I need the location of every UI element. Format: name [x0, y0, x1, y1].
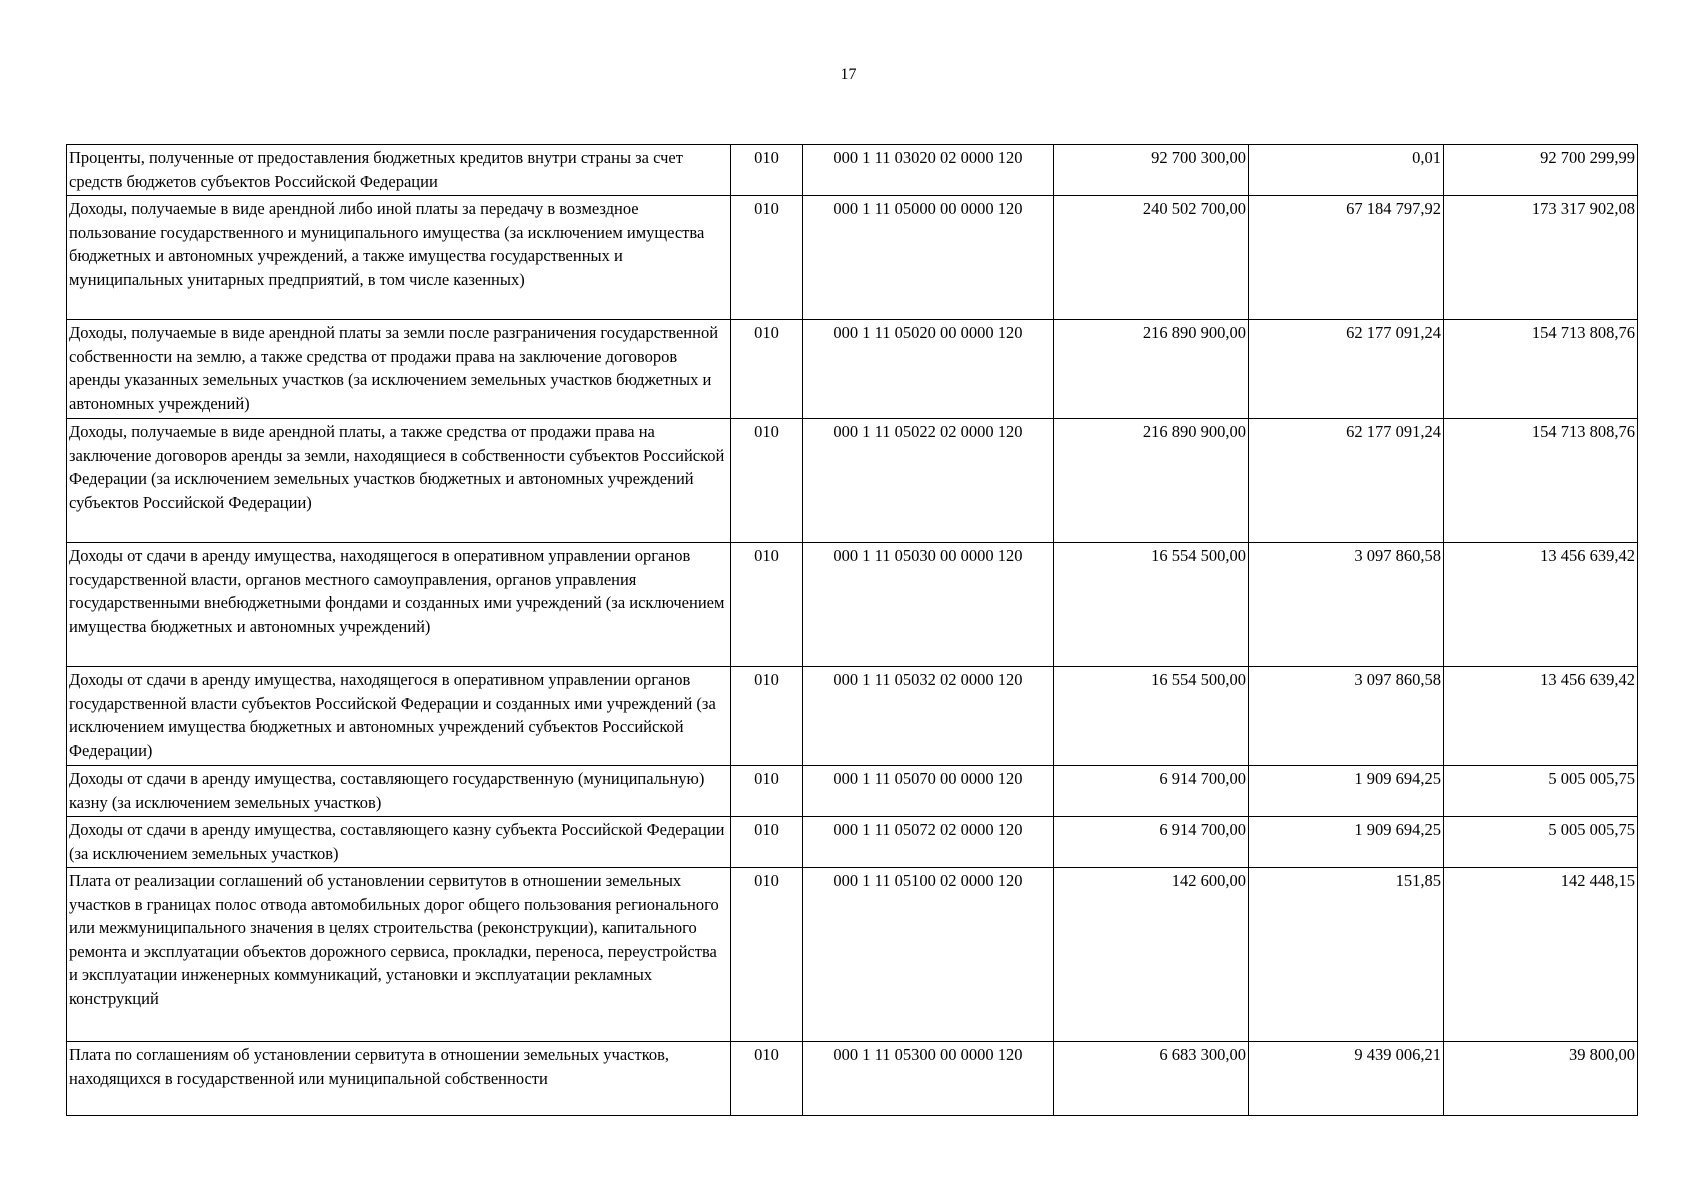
- income-name-cell: Доходы, получаемые в виде арендной платы, а также средства от продажи права на заключение договоров аренды за земли, находящиеся в собственности субъектов Российской Федерации (за исключением земельных участков бюджетных и автономных учреждений субъектов Российской Федерации): [67, 419, 731, 543]
- income-name-cell: Доходы, получаемые в виде арендной либо иной платы за передачу в возмездное пользование государственного и муниципального имущества (за исключением имущества бюджетных и автономных учреждений, а также имущества государственных и муниципальных унитарных предприятий, в том числе казенных): [67, 196, 731, 320]
- approved-amount-cell: 142 600,00: [1054, 868, 1249, 1042]
- unexecuted-amount-cell: 13 456 639,42: [1444, 667, 1638, 766]
- budget-code-cell: 000 1 11 05032 02 0000 120: [803, 667, 1054, 766]
- executed-amount-cell: 151,85: [1249, 868, 1444, 1042]
- unexecuted-amount-cell: 5 005 005,75: [1444, 817, 1638, 868]
- unexecuted-amount-cell: 154 713 808,76: [1444, 419, 1638, 543]
- line-code-cell: 010: [731, 1042, 803, 1116]
- table-row: [67, 667, 1638, 766]
- line-code-cell: 010: [731, 543, 803, 667]
- line-code-cell: 010: [731, 667, 803, 766]
- table-row: [67, 817, 1638, 868]
- budget-code-cell: 000 1 11 05020 00 0000 120: [803, 320, 1054, 419]
- budget-code-cell: 000 1 11 05022 02 0000 120: [803, 419, 1054, 543]
- income-name-cell: Доходы от сдачи в аренду имущества, находящегося в оперативном управлении органов государственной власти, органов местного самоуправления, органов управления государственными внебюджетными фондами и созданных ими учреждений (за исключением имущества бюджетных и автономных учреждений): [67, 543, 731, 667]
- unexecuted-amount-cell: 13 456 639,42: [1444, 543, 1638, 667]
- budget-code-cell: 000 1 11 05000 00 0000 120: [803, 196, 1054, 320]
- table-row: [67, 543, 1638, 667]
- executed-amount-cell: 3 097 860,58: [1249, 543, 1444, 667]
- unexecuted-amount-cell: 5 005 005,75: [1444, 766, 1638, 817]
- approved-amount-cell: 216 890 900,00: [1054, 419, 1249, 543]
- line-code-cell: 010: [731, 868, 803, 1042]
- income-name-cell: Плата от реализации соглашений об установлении сервитутов в отношении земельных участков в границах полос отвода автомобильных дорог общего пользования регионального или межмуниципального значения в целях строительства (реконструкции), капитального ремонта и эксплуатации объектов дорожного сервиса, прокладки, переноса, переустройства и эксплуатации инженерных коммуникаций, установки и эксплуатации рекламных конструкций: [67, 868, 731, 1042]
- unexecuted-amount-cell: 154 713 808,76: [1444, 320, 1638, 419]
- approved-amount-cell: 216 890 900,00: [1054, 320, 1249, 419]
- income-name-cell: Плата по соглашениям об установлении сервитута в отношении земельных участков, находящихся в государственной или муниципальной собственности: [67, 1042, 731, 1116]
- table-row: [67, 196, 1638, 320]
- executed-amount-cell: 67 184 797,92: [1249, 196, 1444, 320]
- income-name-cell: Доходы, получаемые в виде арендной платы за земли после разграничения государственной собственности на землю, а также средства от продажи права на заключение договоров аренды указанных земельных участков (за исключением земельных участков бюджетных и автономных учреждений): [67, 320, 731, 419]
- table-row: [67, 419, 1638, 543]
- table-row: [67, 145, 1638, 196]
- unexecuted-amount-cell: 92 700 299,99: [1444, 145, 1638, 196]
- line-code-cell: 010: [731, 145, 803, 196]
- income-name-cell: Проценты, полученные от предоставления бюджетных кредитов внутри страны за счет средств бюджетов субъектов Российской Федерации: [67, 145, 731, 196]
- executed-amount-cell: 62 177 091,24: [1249, 419, 1444, 543]
- budget-code-cell: 000 1 11 05030 00 0000 120: [803, 543, 1054, 667]
- revenue-report-table: [66, 144, 1638, 1116]
- executed-amount-cell: 1 909 694,25: [1249, 766, 1444, 817]
- unexecuted-amount-cell: 142 448,15: [1444, 868, 1638, 1042]
- page-number: 17: [840, 66, 857, 83]
- line-code-cell: 010: [731, 196, 803, 320]
- approved-amount-cell: 6 914 700,00: [1054, 766, 1249, 817]
- unexecuted-amount-cell: 173 317 902,08: [1444, 196, 1638, 320]
- income-name-cell: Доходы от сдачи в аренду имущества, составляющего казну субъекта Российской Федерации (за исключением земельных участков): [67, 817, 731, 868]
- budget-code-cell: 000 1 11 05072 02 0000 120: [803, 817, 1054, 868]
- table-row: [67, 868, 1638, 1042]
- approved-amount-cell: 16 554 500,00: [1054, 667, 1249, 766]
- approved-amount-cell: 92 700 300,00: [1054, 145, 1249, 196]
- table-row: [67, 766, 1638, 817]
- line-code-cell: 010: [731, 766, 803, 817]
- line-code-cell: 010: [731, 817, 803, 868]
- unexecuted-amount-cell: 39 800,00: [1444, 1042, 1638, 1116]
- budget-code-cell: 000 1 11 05070 00 0000 120: [803, 766, 1054, 817]
- table-row: [67, 320, 1638, 419]
- budget-code-cell: 000 1 11 05300 00 0000 120: [803, 1042, 1054, 1116]
- executed-amount-cell: 62 177 091,24: [1249, 320, 1444, 419]
- approved-amount-cell: 16 554 500,00: [1054, 543, 1249, 667]
- executed-amount-cell: 9 439 006,21: [1249, 1042, 1444, 1116]
- budget-code-cell: 000 1 11 05100 02 0000 120: [803, 868, 1054, 1042]
- budget-code-cell: 000 1 11 03020 02 0000 120: [803, 145, 1054, 196]
- line-code-cell: 010: [731, 419, 803, 543]
- income-name-cell: Доходы от сдачи в аренду имущества, составляющего государственную (муниципальную) казну (за исключением земельных участков): [67, 766, 731, 817]
- income-name-cell: Доходы от сдачи в аренду имущества, находящегося в оперативном управлении органов государственной власти субъектов Российской Федерации и созданных ими учреждений (за исключением имущества бюджетных и автономных учреждений субъектов Российской Федерации): [67, 667, 731, 766]
- approved-amount-cell: 6 914 700,00: [1054, 817, 1249, 868]
- table-row: [67, 1042, 1638, 1116]
- executed-amount-cell: 0,01: [1249, 145, 1444, 196]
- approved-amount-cell: 240 502 700,00: [1054, 196, 1249, 320]
- executed-amount-cell: 3 097 860,58: [1249, 667, 1444, 766]
- executed-amount-cell: 1 909 694,25: [1249, 817, 1444, 868]
- line-code-cell: 010: [731, 320, 803, 419]
- approved-amount-cell: 6 683 300,00: [1054, 1042, 1249, 1116]
